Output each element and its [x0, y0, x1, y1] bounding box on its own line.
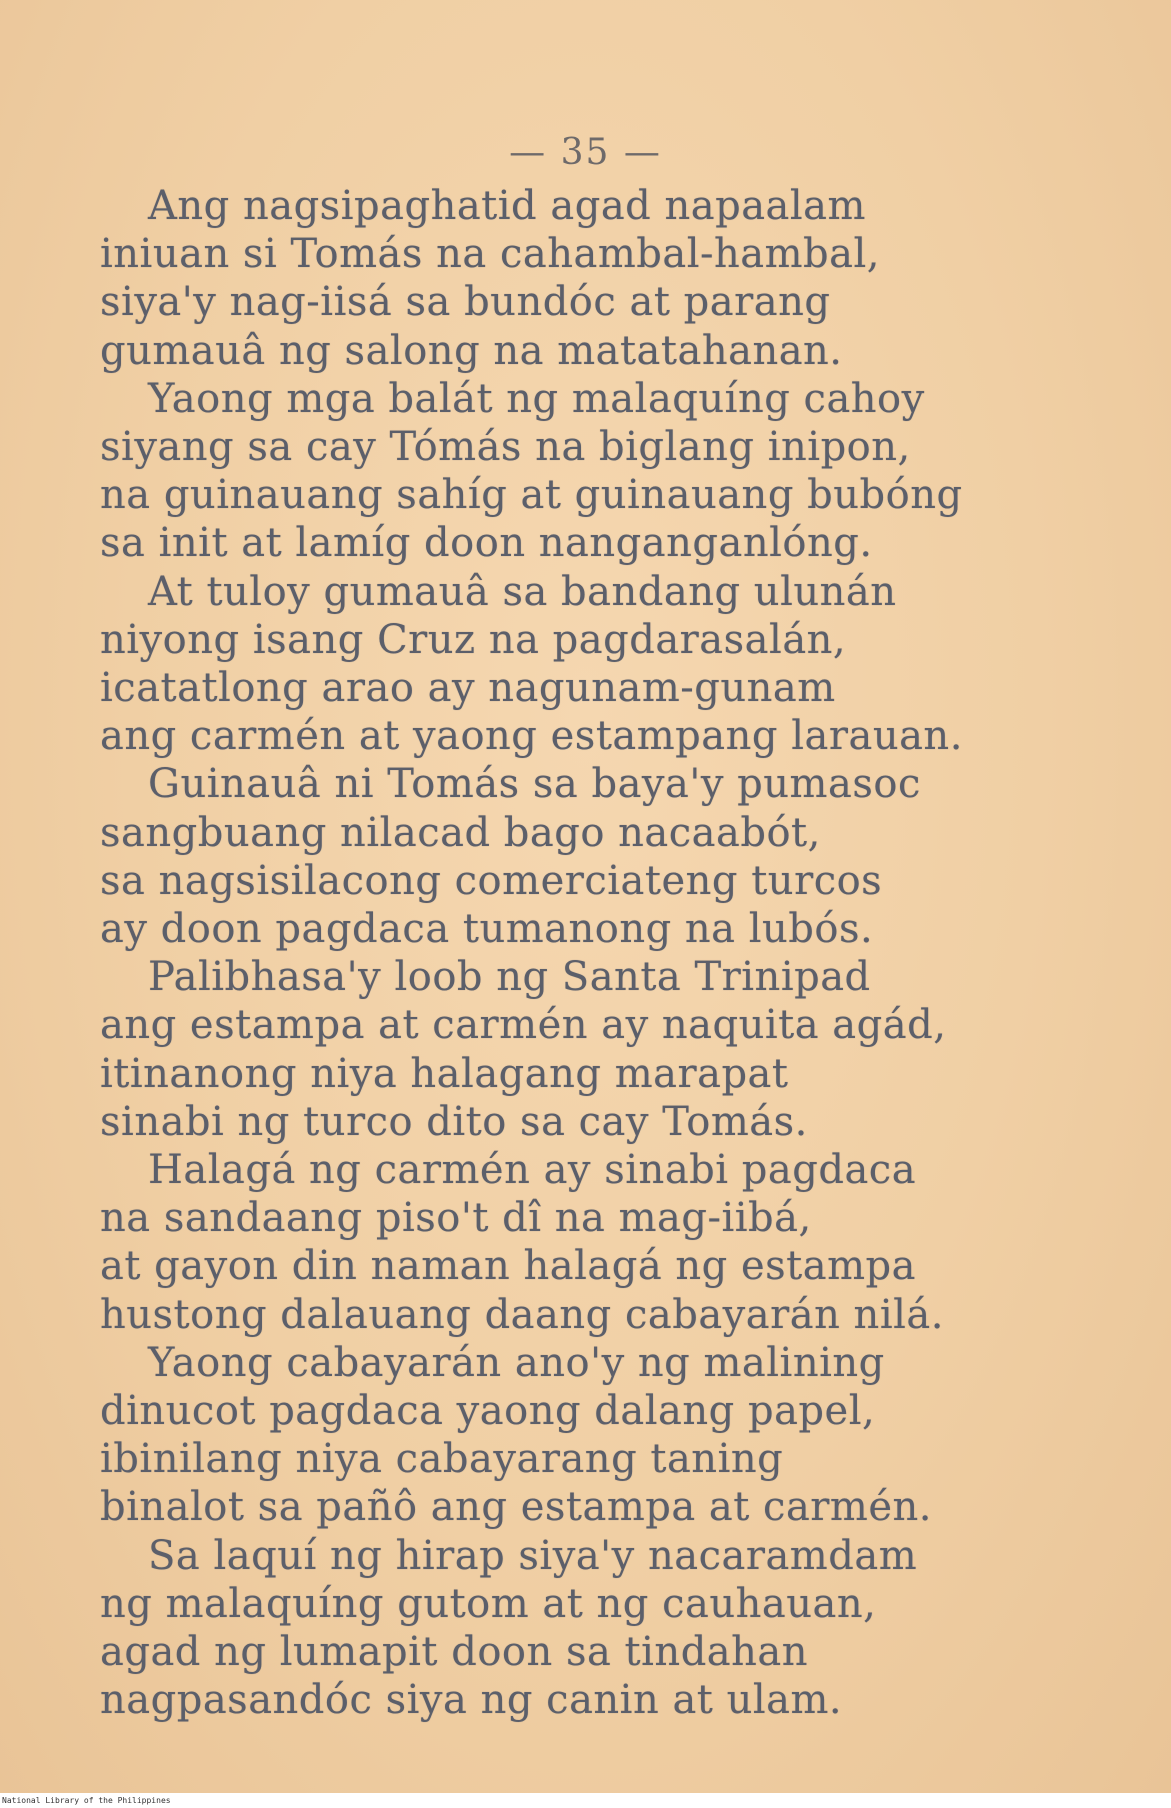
- verse-line: niyong isang Cruz na pagdarasalán,: [100, 616, 847, 663]
- verse-line: Ang nagsipaghatid agad napaalam: [148, 183, 866, 229]
- verse-line: Yaong cabayarán ano'y ng malining: [148, 1339, 885, 1386]
- stanza: [100, 1532, 1110, 1725]
- verse-line: ng malaquíng gutom at ng cauhauan,: [100, 1580, 877, 1627]
- stanza: [100, 1339, 1110, 1532]
- verse-line: ang estampa at carmén ay naquita agád,: [100, 1002, 947, 1049]
- verse-line: Guinauâ ni Tomás sa baya'y pumasoc: [148, 761, 921, 808]
- verse-line: iniuan si Tomás na cahambal-hambal,: [100, 231, 881, 278]
- verse-line: agad ng lumapit doon sa tindahan: [100, 1629, 809, 1676]
- footer-strip: [0, 1793, 1171, 1808]
- verse-line: icatatlong arao ay nagunam-gunam: [100, 665, 836, 712]
- stanza: [100, 182, 1110, 375]
- stanza: [100, 568, 1110, 761]
- verse-line: siya'y nag-iisá sa bundóc at parang: [100, 279, 831, 326]
- verse-line: ay doon pagdaca tumanong na lubós.: [100, 906, 874, 953]
- page-number: — 35 —: [509, 132, 662, 173]
- stanza: [100, 1146, 1110, 1339]
- library-credit: National Library of the Philippines: [2, 1796, 171, 1805]
- verse-line: gumauâ ng salong na matatahanan.: [100, 327, 843, 374]
- poem-text: [100, 182, 1110, 1725]
- verse-line: hustong dalauang daang cabayarán nilá.: [100, 1291, 944, 1338]
- verse-line: sa init at lamíg doon nanganganlóng.: [100, 520, 873, 567]
- verse-line: na sandaang piso't dî na mag-iibá,: [100, 1195, 812, 1242]
- stanza: [100, 953, 1110, 1146]
- verse-line: nagpasandóc siya ng canin at ulam.: [100, 1677, 843, 1724]
- verse-line: sa nagsisilacong comerciateng turcos: [100, 857, 883, 904]
- verse-line: itinanong niya halagang marapat: [100, 1050, 789, 1097]
- verse-line: sinabi ng turco dito sa cay Tomás.: [100, 1098, 808, 1145]
- verse-line: Sa laquí ng hirap siya'y nacaramdam: [148, 1532, 918, 1579]
- stanza: [100, 760, 1110, 953]
- stanza: [100, 375, 1110, 568]
- verse-line: siyang sa cay Tómás na biglang inipon,: [100, 424, 911, 471]
- verse-line: binalot sa pañô ang estampa at carmén.: [100, 1484, 933, 1531]
- verse-line: Halagá ng carmén ay sinabi pagdaca: [148, 1147, 917, 1194]
- verse-line: ibinilang niya cabayarang taning: [100, 1436, 784, 1483]
- verse-line: at gayon din naman halagá ng estampa: [100, 1243, 916, 1290]
- verse-line: sangbuang nilacad bago nacaabót,: [100, 809, 821, 856]
- verse-line: Yaong mga balát ng malaquíng cahoy: [148, 375, 925, 422]
- verse-line: dinucot pagdaca yaong dalang papel,: [100, 1388, 876, 1435]
- verse-line: Palibhasa'y loob ng Santa Trinipad: [148, 954, 871, 1001]
- verse-line: At tuloy gumauâ sa bandang ulunán: [148, 568, 897, 615]
- verse-line: ang carmén at yaong estampang larauan.: [100, 713, 963, 760]
- verse-line: na guinauang sahíg at guinauang bubóng: [100, 472, 963, 519]
